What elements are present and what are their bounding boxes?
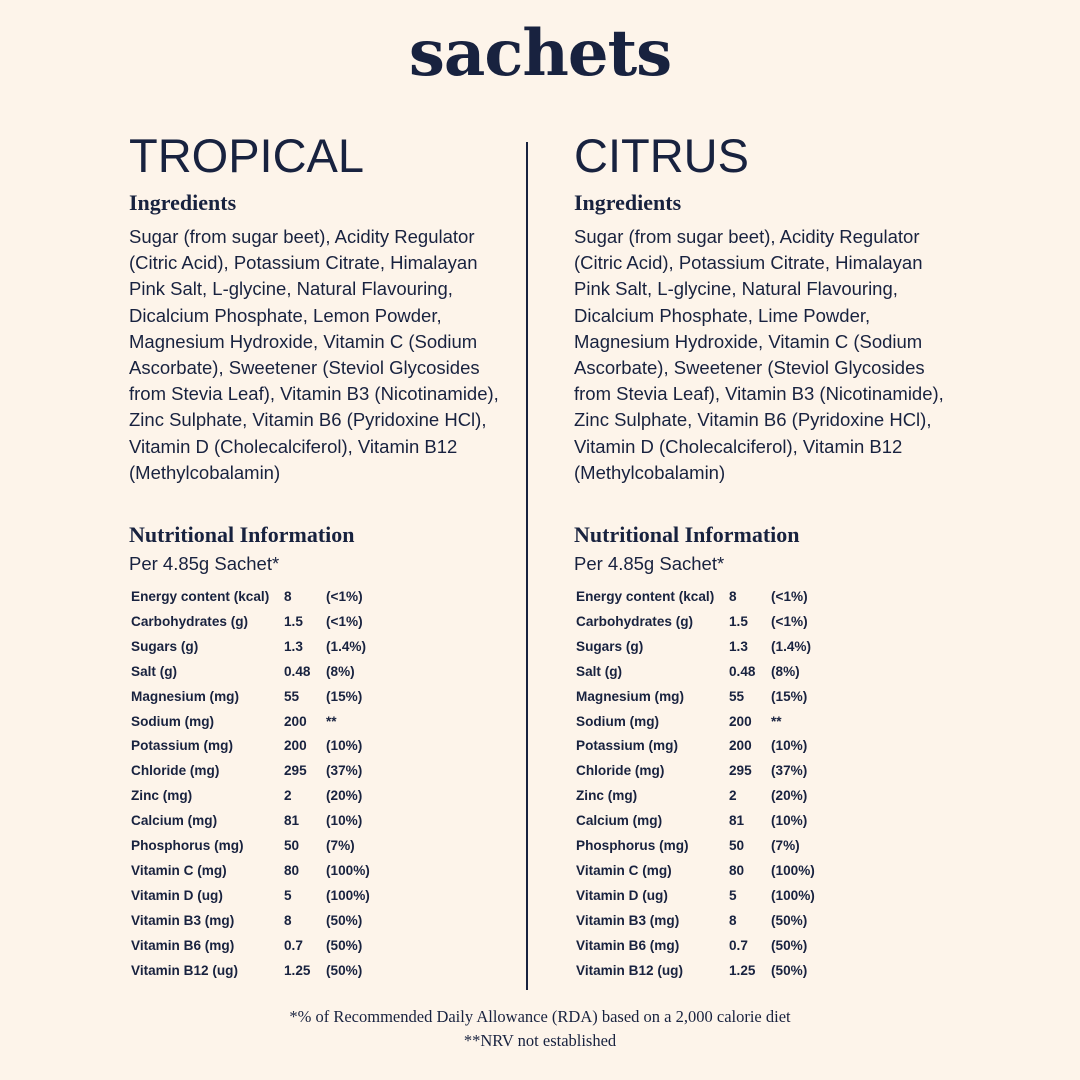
- nutrient-amount: 200: [729, 738, 752, 754]
- nutrient-rda: (8%): [771, 663, 800, 679]
- nutrient-amount: 5: [284, 887, 292, 903]
- nutrition-row: [574, 884, 831, 909]
- nutrient-amount: 8: [284, 912, 292, 928]
- nutrition-row: [574, 834, 831, 859]
- nutrient-amount: 200: [729, 713, 752, 729]
- nutrient-rda: (50%): [771, 937, 808, 953]
- nutrition-table: [574, 585, 831, 984]
- ingredients-heading: Ingredients: [129, 190, 237, 215]
- nutrition-row: [129, 934, 386, 959]
- nutrient-name: Sodium (mg): [131, 713, 215, 729]
- product-name: CITRUS: [574, 129, 749, 182]
- nutrient-rda: (100%): [771, 887, 815, 903]
- nutrition-row: [574, 909, 831, 934]
- nutrient-amount: 5: [729, 887, 737, 903]
- serving-size: Per 4.85g Sachet*: [574, 553, 725, 574]
- nutrient-rda: (7%): [326, 838, 355, 854]
- nutrient-name: Vitamin B3 (mg): [131, 912, 235, 928]
- nutrition-row: [574, 685, 831, 710]
- nutrition-row: [574, 859, 831, 884]
- nutrient-rda: (20%): [771, 788, 808, 804]
- product-name: TROPICAL: [129, 129, 365, 182]
- nutrient-name: Potassium (mg): [576, 738, 678, 754]
- nutrient-rda: (<1%): [771, 613, 808, 629]
- nutrient-amount: 1.3: [729, 638, 748, 654]
- nutrient-name: Calcium (mg): [576, 813, 663, 829]
- nutrient-amount: 295: [729, 763, 752, 779]
- nutrition-row: [129, 959, 386, 984]
- nutrient-name: Magnesium (mg): [131, 688, 239, 704]
- nutrition-row: [574, 734, 831, 759]
- nutrition-row: [129, 610, 386, 635]
- nutrient-amount: 1.5: [284, 613, 303, 629]
- nutrient-amount: 2: [729, 788, 737, 804]
- page-title: sachets: [408, 16, 672, 91]
- nutrition-row: [129, 635, 386, 660]
- nutrient-name: Potassium (mg): [131, 738, 233, 754]
- nutrient-amount: 0.48: [284, 663, 311, 679]
- nutrient-amount: 1.25: [284, 962, 311, 978]
- nutrient-rda: (15%): [326, 688, 363, 704]
- nutrient-amount: 8: [284, 589, 292, 604]
- nutrition-row: [129, 585, 386, 610]
- nutrient-name: Sugars (g): [131, 638, 199, 654]
- nutrient-name: Salt (g): [576, 663, 623, 679]
- nutrition-table: [129, 585, 386, 984]
- ingredients-heading: Ingredients: [574, 190, 682, 215]
- nutrient-amount: 81: [284, 813, 300, 829]
- nutrition-row: [129, 884, 386, 909]
- nutrient-name: Energy content (kcal): [576, 589, 715, 604]
- nutrient-name: Sugars (g): [576, 638, 644, 654]
- nutrient-amount: 8: [729, 912, 737, 928]
- nutrition-row: [574, 809, 831, 834]
- nutrition-row: [129, 710, 386, 735]
- nutrition-row: [574, 635, 831, 660]
- nutrient-rda: (50%): [326, 962, 363, 978]
- nutrient-name: Zinc (mg): [131, 788, 193, 804]
- nutrient-name: Chloride (mg): [576, 763, 665, 779]
- nutrient-amount: 200: [284, 713, 307, 729]
- nutrient-name: Magnesium (mg): [576, 688, 684, 704]
- footnotes: [0, 1005, 1080, 1053]
- nutrient-amount: 80: [729, 862, 745, 878]
- nutrient-rda: (10%): [771, 738, 808, 754]
- nutrient-name: Vitamin C (mg): [576, 862, 672, 878]
- nutrient-name: Vitamin D (ug): [131, 887, 223, 903]
- nutrition-row: [129, 859, 386, 884]
- nutrient-rda: (50%): [326, 937, 363, 953]
- nutrition-row: [574, 934, 831, 959]
- nutrition-row: [129, 784, 386, 809]
- nutrient-name: Vitamin B12 (ug): [576, 962, 684, 978]
- nutrient-name: Sodium (mg): [576, 713, 660, 729]
- nutrient-name: Vitamin B6 (mg): [576, 937, 680, 953]
- nutrient-amount: 8: [729, 589, 737, 604]
- nutrition-row: [574, 610, 831, 635]
- nutrient-name: Chloride (mg): [131, 763, 220, 779]
- nutrition-row: [574, 710, 831, 735]
- nutrient-name: Salt (g): [131, 663, 178, 679]
- nutrition-row: [129, 759, 386, 784]
- nutrient-rda: (<1%): [326, 589, 363, 604]
- nutrient-rda: (37%): [326, 763, 363, 779]
- nutrient-amount: 1.5: [729, 613, 748, 629]
- nutrition-row: [129, 909, 386, 934]
- nutrient-rda: (<1%): [771, 589, 808, 604]
- nutrient-name: Zinc (mg): [576, 788, 638, 804]
- nutrition-row: [129, 834, 386, 859]
- ingredients-text: Sugar (from sugar beet), Acidity Regulator (Citric Acid), Potassium Citrate, Himalayan Pink Salt, L-glycine, Natural Flavouring, Dicalcium Phosphate, Lime Powder, Magnesium Hydroxide, Vitamin C (Sodium Ascorbate), Sweetener (Steviol Glycosides from Stevia Leaf), Vitamin B3 (Nicotinamide), Zinc Sulphate, Vitamin B6 (Pyridoxine HCl), Vitamin D (Cholecalciferol), Vitamin B12 (Methylcobalamin): [574, 226, 944, 483]
- nutrient-amount: 55: [284, 688, 300, 704]
- nutrient-name: Carbohydrates (g): [131, 613, 249, 629]
- nutrient-name: Phosphorus (mg): [131, 838, 244, 854]
- nutrient-amount: 295: [284, 763, 307, 779]
- nutrient-amount: 1.3: [284, 638, 303, 654]
- nutrition-row: [129, 660, 386, 685]
- nutrient-rda: (50%): [771, 962, 808, 978]
- nutrient-rda: **: [771, 713, 782, 729]
- nutrition-row: [574, 959, 831, 984]
- nutrient-amount: 1.25: [729, 962, 756, 978]
- nutrient-rda: (1.4%): [326, 638, 367, 654]
- nutrient-amount: 50: [729, 838, 745, 854]
- nutrition-heading: Nutritional Information: [129, 522, 355, 547]
- nutrient-rda: (8%): [326, 663, 355, 679]
- nutrient-rda: (1.4%): [771, 638, 812, 654]
- nutrient-amount: 80: [284, 862, 300, 878]
- nutrient-rda: (15%): [771, 688, 808, 704]
- nutrient-name: Vitamin B12 (ug): [131, 962, 239, 978]
- nutrient-name: Vitamin D (ug): [576, 887, 668, 903]
- nutrient-rda: (10%): [326, 813, 363, 829]
- nutrient-name: Vitamin B6 (mg): [131, 937, 235, 953]
- nutrient-name: Vitamin B3 (mg): [576, 912, 680, 928]
- nutrient-rda: (10%): [326, 738, 363, 754]
- nutrition-row: [129, 685, 386, 710]
- nutrient-rda: (50%): [771, 912, 808, 928]
- nutrient-rda: (37%): [771, 763, 808, 779]
- nutrient-name: Energy content (kcal): [131, 589, 270, 604]
- product-column-citrus: [574, 128, 974, 978]
- nutrient-rda: (100%): [326, 887, 370, 903]
- nutrition-row: [574, 585, 831, 610]
- nutrient-rda: (10%): [771, 813, 808, 829]
- nutrient-amount: 0.7: [284, 937, 303, 953]
- product-column-tropical: [129, 128, 529, 978]
- nutrient-name: Phosphorus (mg): [576, 838, 689, 854]
- nutrient-name: Vitamin C (mg): [131, 862, 227, 878]
- nutrition-row: [574, 660, 831, 685]
- nutrition-row: [129, 809, 386, 834]
- nutrient-rda: **: [326, 713, 337, 729]
- nutrition-row: [129, 734, 386, 759]
- nrv-footnote: **NRV not established: [463, 1031, 617, 1050]
- nutrient-amount: 200: [284, 738, 307, 754]
- nutrient-amount: 50: [284, 838, 300, 854]
- nutrition-row: [574, 784, 831, 809]
- nutrient-amount: 2: [284, 788, 292, 804]
- nutrient-amount: 81: [729, 813, 745, 829]
- nutrient-rda: (7%): [771, 838, 800, 854]
- nutrient-name: Carbohydrates (g): [576, 613, 694, 629]
- nutrient-rda: (<1%): [326, 613, 363, 629]
- nutrition-heading: Nutritional Information: [574, 522, 800, 547]
- nutrient-rda: (100%): [326, 862, 370, 878]
- nutrient-rda: (50%): [326, 912, 363, 928]
- nutrient-rda: (100%): [771, 862, 815, 878]
- nutrient-amount: 55: [729, 688, 745, 704]
- serving-size: Per 4.85g Sachet*: [129, 553, 280, 574]
- nutrition-row: [574, 759, 831, 784]
- ingredients-text: Sugar (from sugar beet), Acidity Regulator (Citric Acid), Potassium Citrate, Himalayan Pink Salt, L-glycine, Natural Flavouring, Dicalcium Phosphate, Lemon Powder, Magnesium Hydroxide, Vitamin C (Sodium Ascorbate), Sweetener (Steviol Glycosides from Stevia Leaf), Vitamin B3 (Nicotinamide), Zinc Sulphate, Vitamin B6 (Pyridoxine HCl), Vitamin D (Cholecalciferol), Vitamin B12 (Methylcobalamin): [129, 226, 499, 483]
- nutrient-name: Calcium (mg): [131, 813, 218, 829]
- nutrient-amount: 0.48: [729, 663, 756, 679]
- nutrient-rda: (20%): [326, 788, 363, 804]
- nutrient-amount: 0.7: [729, 937, 748, 953]
- rda-footnote: *% of Recommended Daily Allowance (RDA) based on a 2,000 calorie diet: [289, 1007, 791, 1026]
